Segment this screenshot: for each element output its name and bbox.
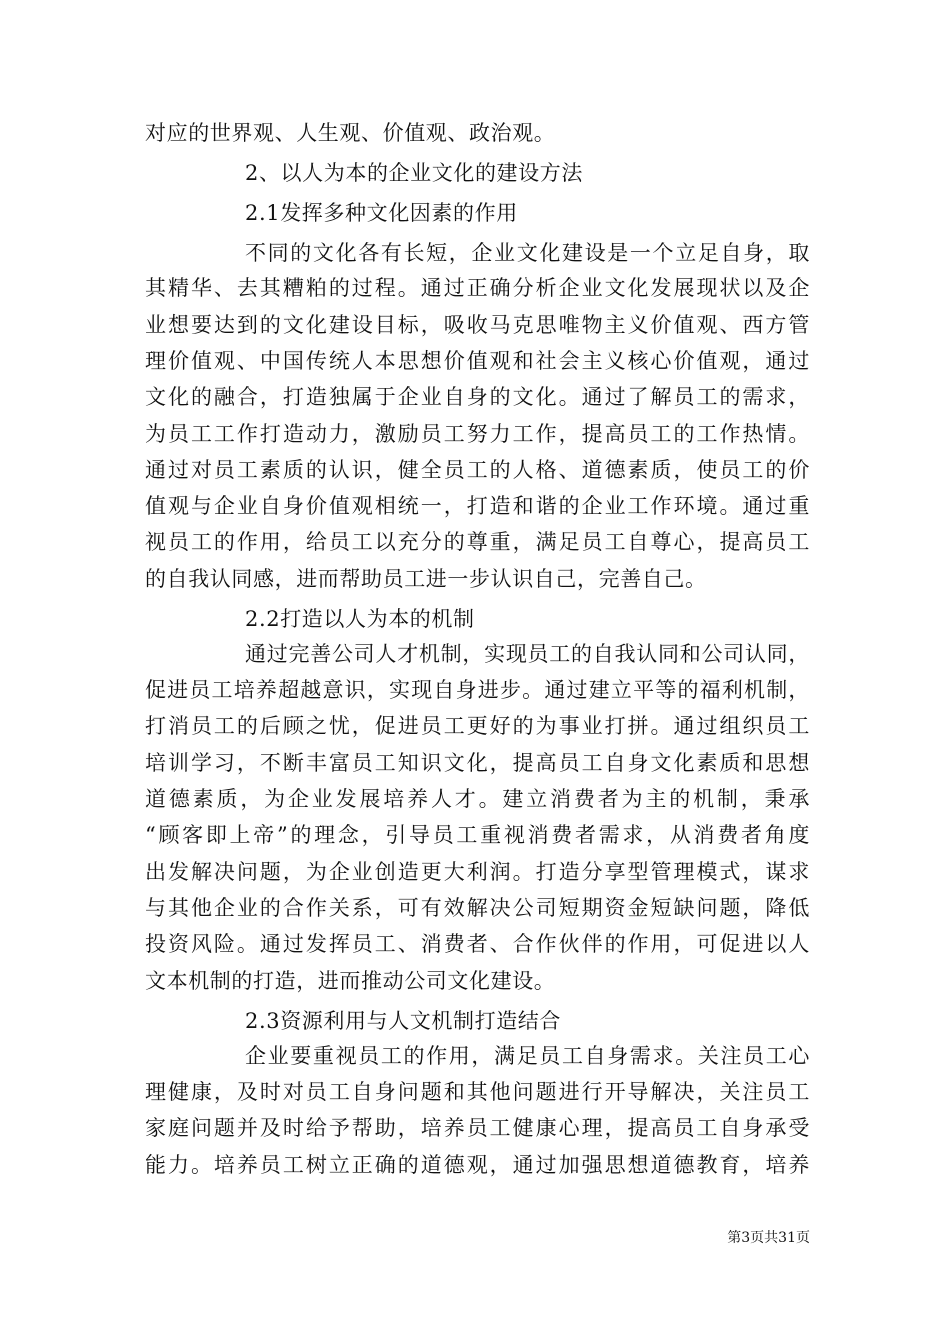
text-line: 打消员工的后顾之忧，促进员工更好的为事业打拼。通过组织员工 [145, 714, 810, 738]
text-line: 企业要重视员工的作用，满足员工自身需求。关注员工心 [245, 1044, 810, 1068]
text-line: 为员工工作打造动力，激励员工努力工作，提高员工的工作热情。 [145, 422, 810, 446]
text-line: 文本机制的打造，进而推动公司文化建设。 [145, 969, 556, 993]
section-heading: 2、以人为本的企业文化的建设方法 [245, 161, 583, 185]
text-line: 与其他企业的合作关系，可有效解决公司短期资金短缺问题，降低 [145, 896, 810, 920]
page-number-footer: 第3页共31页 [727, 1230, 810, 1246]
text-line: “顾客即上帝”的理念，引导员工重视消费者需求，从消费者角度 [145, 823, 810, 847]
text-line: 理健康，及时对员工自身问题和其他问题进行开导解决，关注员工 [145, 1080, 810, 1104]
subsection-heading: 2.1发挥多种文化因素的作用 [245, 201, 518, 225]
text-line: 其精华、去其糟粕的过程。通过正确分析企业文化发展现状以及企 [145, 276, 810, 300]
text-line: 通过对员工素质的认识，健全员工的人格、道德素质，使员工的价 [145, 458, 810, 482]
text-line: 投资风险。通过发挥员工、消费者、合作伙伴的作用，可促进以人 [145, 932, 810, 956]
text-line: 培训学习，不断丰富员工知识文化，提高员工自身文化素质和思想 [145, 751, 810, 775]
text-line: 不同的文化各有长短，企业文化建设是一个立足自身，取 [245, 241, 810, 265]
text-line: 对应的世界观、人生观、价值观、政治观。 [145, 121, 556, 145]
text-line: 通过完善公司人才机制，实现员工的自我认同和公司认同， [245, 642, 810, 666]
text-line: 出发解决问题，为企业创造更大利润。打造分享型管理模式，谋求 [145, 860, 810, 884]
subsection-heading: 2.2打造以人为本的机制 [245, 607, 475, 631]
text-line: 文化的融合，打造独属于企业自身的文化。通过了解员工的需求， [145, 385, 810, 409]
text-line: 能力。培养员工树立正确的道德观，通过加强思想道德教育，培养 [145, 1153, 810, 1177]
subsection-heading: 2.3资源利用与人文机制打造结合 [245, 1009, 561, 1033]
text-line: 道德素质，为企业发展培养人才。建立消费者为主的机制，秉承 [145, 787, 810, 811]
text-line: 理价值观、中国传统人本思想价值观和社会主义核心价值观，通过 [145, 349, 810, 373]
text-line: 促进员工培养超越意识，实现自身进步。通过建立平等的福利机制， [145, 678, 810, 702]
text-line: 的自我认同感，进而帮助员工进一步认识自己，完善自己。 [145, 567, 707, 591]
text-line: 视员工的作用，给员工以充分的尊重，满足员工自尊心，提高员工 [145, 530, 810, 554]
text-line: 值观与企业自身价值观相统一，打造和谐的企业工作环境。通过重 [145, 494, 810, 518]
text-line: 家庭问题并及时给予帮助，培养员工健康心理，提高员工自身承受 [145, 1116, 810, 1140]
text-line: 业想要达到的文化建设目标，吸收马克思唯物主义价值观、西方管 [145, 313, 810, 337]
